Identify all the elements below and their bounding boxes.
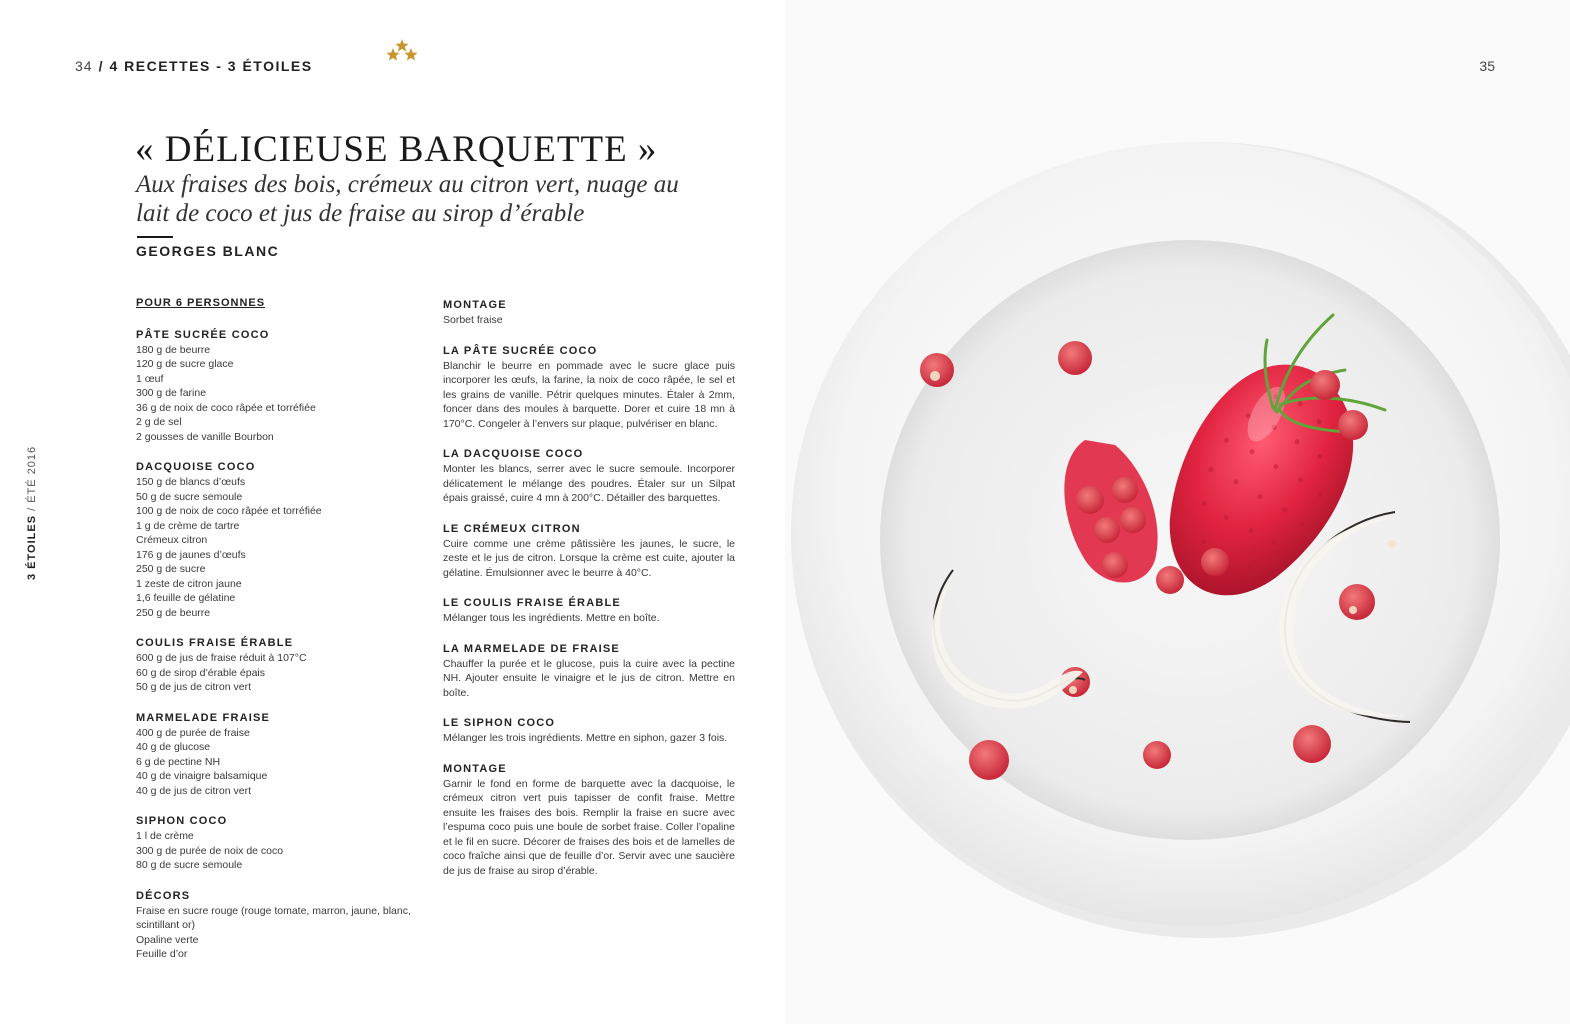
ingredient-group (136, 636, 436, 695)
running-header (75, 58, 313, 74)
ingredient-item: 40 g de vinaigre balsamique (136, 770, 268, 782)
page-number-right: 35 (1479, 58, 1495, 74)
ingredient-groups (136, 328, 436, 962)
ingredient-list (136, 343, 436, 445)
ingredient-item: Crémeux citron (136, 534, 208, 546)
ingredients-column (136, 296, 436, 978)
ingredient-item: 1,6 feuille de gélatine (136, 592, 236, 604)
step-text: Mélanger tous les ingrédients. Mettre en boîte. (443, 612, 660, 624)
step-title: MONTAGE (443, 762, 507, 775)
ingredient-group-title: SIPHON COCO (136, 815, 228, 827)
ingredient-item: 300 g de purée de noix de coco (136, 844, 284, 857)
ingredient-item: 176 g de jaunes d’œufs (136, 548, 246, 561)
ingredient-group (136, 814, 436, 873)
ingredient-item: 120 g de sucre glace (136, 358, 234, 370)
ingredient-item: 80 g de sucre semoule (136, 859, 243, 871)
step-text: Garnir le fond en forme de barquette avec la dacquoise, le crémeux citron vert puis tapisser de confit fraise. Mettre ensuite les fraises des bois. Remplir la fraise en sucre avec l’espuma coco puis une boule de sorbet fraise. Coller l’opaline et le fil en sucre. Décorer de fraises des bois et de lamelles de coco fraîche ainsi que de feuille d’or. Servir avec une saucière de jus de fraise au sirop d’érable. (443, 777, 735, 877)
ingredient-item: 100 g de noix de coco râpée et torréfiée (136, 505, 322, 517)
ingredient-list (136, 651, 436, 695)
step-text: Monter les blancs, serrer avec le sucre semoule. Incorporer délicatement le mélange des poudres. Étaler sur un Silpat épais graissé, cuire 4 mn à 200°C. Détailler des barquettes. (443, 463, 735, 504)
ingredient-item: Fraise en sucre rouge (rouge tomate, marron, jaune, blanc, scintillant or) (136, 904, 411, 931)
three-stars-icon (385, 38, 419, 62)
steps-column (443, 298, 735, 894)
step-title: MONTAGE (443, 299, 507, 311)
recipe-steps (443, 298, 735, 878)
ingredient-item: 250 g de sucre (136, 563, 206, 575)
ingredient-item: 40 g de jus de citron vert (136, 784, 251, 797)
servings: POUR 6 PERSONNES (136, 297, 266, 309)
dessert-photo (785, 0, 1570, 1024)
ingredient-item: 250 g de beurre (136, 606, 211, 619)
ingredient-item: 300 g de farine (136, 387, 207, 399)
ingredient-item: 1 l de crème (136, 830, 194, 842)
section-title: 4 RECETTES - 3 ÉTOILES (109, 58, 313, 74)
recipe-step (443, 596, 735, 626)
ingredient-item: 600 g de jus de fraise réduit à 107°C (136, 652, 307, 664)
ingredient-item: 150 g de blancs d’œufs (136, 476, 246, 488)
ingredient-item: 36 g de noix de coco râpée et torréfiée (136, 401, 316, 414)
step-title: LE CRÉMEUX CITRON (443, 522, 581, 535)
step-text: Blanchir le beurre en pommade avec le sucre glace puis incorporer les œufs, la farine, la noix de coco râpée, le sel et les grains de vanille. Pétrir quelques minutes. Étaler à 2mm, foncer dans des moules à barquette. Dorer et cuire 18 mn à 170°C. Congeler à l’envers sur plaque, pulvériser en blanc. (443, 359, 735, 430)
ingredient-group-title: DACQUOISE COCO (136, 461, 256, 473)
ingredient-item: 2 g de sel (136, 416, 182, 428)
recipe-step (443, 642, 735, 701)
step-title: LA DACQUOISE COCO (443, 448, 584, 460)
recipe-step (443, 762, 735, 879)
ingredient-item: Feuille d’or (136, 948, 188, 960)
ingredient-group-title: DÉCORS (136, 889, 191, 902)
step-title: LE COULIS FRAISE ÉRABLE (443, 597, 621, 609)
recipe-step (443, 716, 735, 746)
ingredient-item: 50 g de jus de citron vert (136, 681, 251, 693)
step-title: LE SIPHON COCO (443, 717, 556, 729)
right-page (785, 0, 1570, 1024)
recipe-step (443, 298, 735, 328)
ingredient-item: 180 g de beurre (136, 343, 211, 356)
vertical-label-rest: / ÉTÉ 2016 (26, 445, 38, 511)
vertical-issue-label (26, 446, 38, 580)
ingredient-group-title: COULIS FRAISE ÉRABLE (136, 637, 294, 649)
ingredient-item: Opaline verte (136, 933, 199, 946)
ingredient-group-title: PÂTE SUCRÉE COCO (136, 328, 270, 341)
page-number-left: 34 (75, 58, 93, 74)
ingredient-item: 50 g de sucre semoule (136, 490, 243, 503)
ingredient-item: 400 g de purée de fraise (136, 726, 250, 739)
ingredient-item: 60 g de sirop d’érable épais (136, 666, 266, 679)
ingredient-group (136, 711, 436, 799)
step-title: LA PÂTE SUCRÉE COCO (443, 344, 598, 357)
recipe-step (443, 447, 735, 506)
recipe-title: « DÉLICIEUSE BARQUETTE » (135, 129, 658, 170)
ingredient-item: 2 gousses de vanille Bourbon (136, 430, 274, 443)
ingredient-group (136, 460, 436, 620)
ingredient-list (136, 829, 436, 873)
ingredient-item: 40 g de glucose (136, 741, 211, 753)
recipe-step (443, 522, 735, 581)
recipe-step (443, 344, 735, 432)
ingredient-list (136, 904, 436, 962)
ingredient-item: 6 g de pectine NH (136, 755, 221, 768)
ingredient-item: 1 g de crème de tartre (136, 519, 240, 532)
ingredient-item: 1 zeste de citron jaune (136, 577, 242, 590)
title-rule (137, 236, 173, 238)
ingredient-group (136, 328, 436, 445)
step-text: Cuire comme une crème pâtissière les jaunes, le sucre, le zeste et le jus de citron. Lorsque la crème est cuite, ajouter la gélatine. Émulsionner avec le beurre à 40°C. (443, 537, 735, 579)
ingredient-item: 1 œuf (136, 372, 164, 385)
chef-name: GEORGES BLANC (136, 243, 280, 259)
ingredient-group-title: MARMELADE FRAISE (136, 711, 271, 724)
step-text: Sorbet fraise (443, 314, 503, 326)
step-title: LA MARMELADE DE FRAISE (443, 642, 620, 655)
ingredient-list (136, 475, 436, 620)
step-text: Mélanger les trois ingrédients. Mettre en siphon, gazer 3 fois. (443, 732, 728, 744)
ingredient-group (136, 889, 436, 962)
step-text: Chauffer la purée et le glucose, puis la cuire avec la pectine NH. Ajouter ensuite le vinaigre et le jus de citron. Mettre en boîte. (443, 657, 735, 699)
recipe-subtitle: Aux fraises des bois, crémeux au citron vert, nuage au lait de coco et jus de fraise au sirop d’érable (136, 171, 679, 227)
vertical-label-bold: 3 ÉTOILES (26, 514, 38, 580)
ingredient-list (136, 726, 436, 799)
header-slash: / (98, 58, 104, 74)
